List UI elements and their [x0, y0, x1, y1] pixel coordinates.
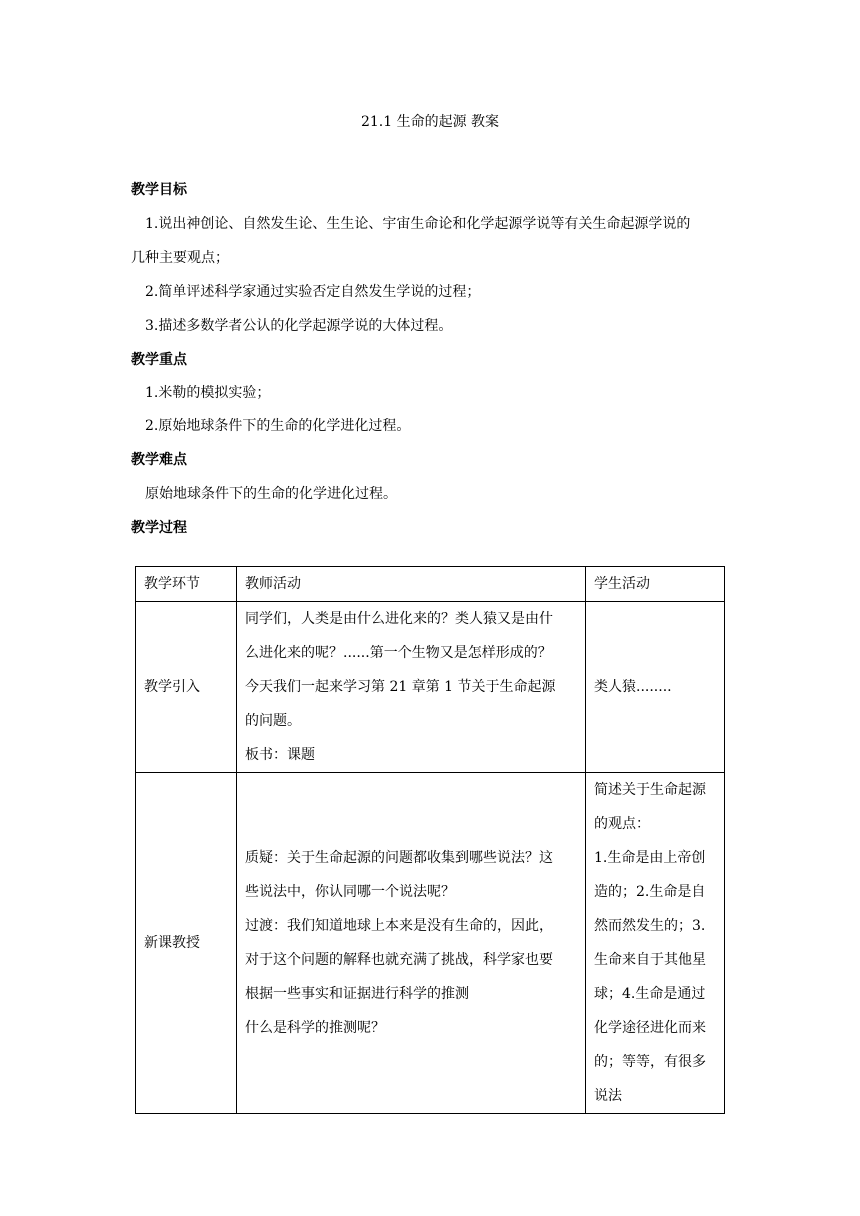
key-point-item-1: 1.米勒的模拟实验；	[145, 385, 271, 401]
objective-item-2: 2.简单评述科学家通过实验否定自然发生学说的过程；	[145, 284, 481, 300]
teacher-activity-line: 过渡：我们知道地球上本来是没有生命的，因此，	[245, 918, 553, 934]
teacher-activity-line: 么进化来的呢？......第一个生物又是怎样形成的？	[245, 645, 552, 661]
teacher-activity-line: 些说法中，你认同哪一个说法呢？	[245, 884, 455, 900]
student-activity-line: 球；4.生命是通过	[594, 986, 706, 1002]
objective-item-1-line-2: 几种主要观点；	[131, 250, 229, 266]
key-point-item-2: 2.原始地球条件下的生命的化学进化过程。	[145, 418, 411, 434]
document-title: 21.1 生命的起源 教案	[360, 114, 500, 130]
student-activity-line: 说法	[594, 1088, 622, 1104]
student-activity-line: 然而然发生的；3.	[594, 918, 706, 934]
objective-item-3: 3.描述多数学者公认的化学起源学说的大体过程。	[145, 318, 453, 334]
stage-cell: 教学引入	[136, 602, 237, 773]
student-activity-cell	[586, 773, 725, 1114]
table-row	[136, 773, 725, 1114]
student-activity-line: 1.生命是由上帝创	[594, 850, 706, 866]
key-points-heading: 教学重点	[131, 352, 187, 368]
table-header-row	[136, 567, 725, 602]
objectives-heading: 教学目标	[131, 182, 187, 198]
teacher-activity-line: 对于这个问题的解释也就充满了挑战，科学家也要	[245, 952, 553, 968]
teacher-activity-line: 今天我们一起来学习第 21 章第 1 节关于生命起源	[245, 679, 556, 695]
teacher-activity-line: 同学们，人类是由什么进化来的？类人猿又是由什	[245, 611, 553, 627]
table-header-cell: 教学环节	[136, 567, 237, 602]
teacher-activity-cell	[237, 773, 586, 1114]
difficulty-item-1: 原始地球条件下的生命的化学进化过程。	[145, 486, 397, 502]
teacher-activity-line: 质疑：关于生命起源的问题都收集到哪些说法？这	[245, 850, 553, 866]
student-activity-line: 生命来自于其他星	[594, 952, 706, 968]
stage-cell: 新课教授	[136, 773, 237, 1114]
student-activity-line: 类人猿........	[594, 679, 672, 695]
table-header-cell: 学生活动	[586, 567, 725, 602]
student-activity-line: 简述关于生命起源	[594, 782, 706, 798]
teacher-activity-cell	[237, 602, 586, 773]
teacher-activity-line: 什么是科学的推测呢？	[245, 1020, 385, 1036]
teacher-activity-line: 板书：课题	[245, 747, 315, 763]
difficulties-heading: 教学难点	[131, 452, 187, 468]
student-activity-cell	[586, 602, 725, 773]
table-row	[136, 602, 725, 773]
process-heading: 教学过程	[131, 520, 187, 536]
student-activity-line: 的观点：	[594, 816, 650, 832]
lesson-process-table	[135, 566, 725, 1114]
student-activity-line: 的；等等，有很多	[594, 1054, 706, 1070]
teacher-activity-line: 根据一些事实和证据进行科学的推测	[245, 986, 469, 1002]
student-activity-line: 化学途径进化而来	[594, 1020, 706, 1036]
teacher-activity-line: 的问题。	[245, 713, 301, 729]
table-header-cell: 教师活动	[237, 567, 586, 602]
student-activity-line: 造的；2.生命是自	[594, 884, 706, 900]
objective-item-1-line-1: 1.说出神创论、自然发生论、生生论、宇宙生命论和化学起源学说等有关生命起源学说的	[145, 216, 691, 232]
